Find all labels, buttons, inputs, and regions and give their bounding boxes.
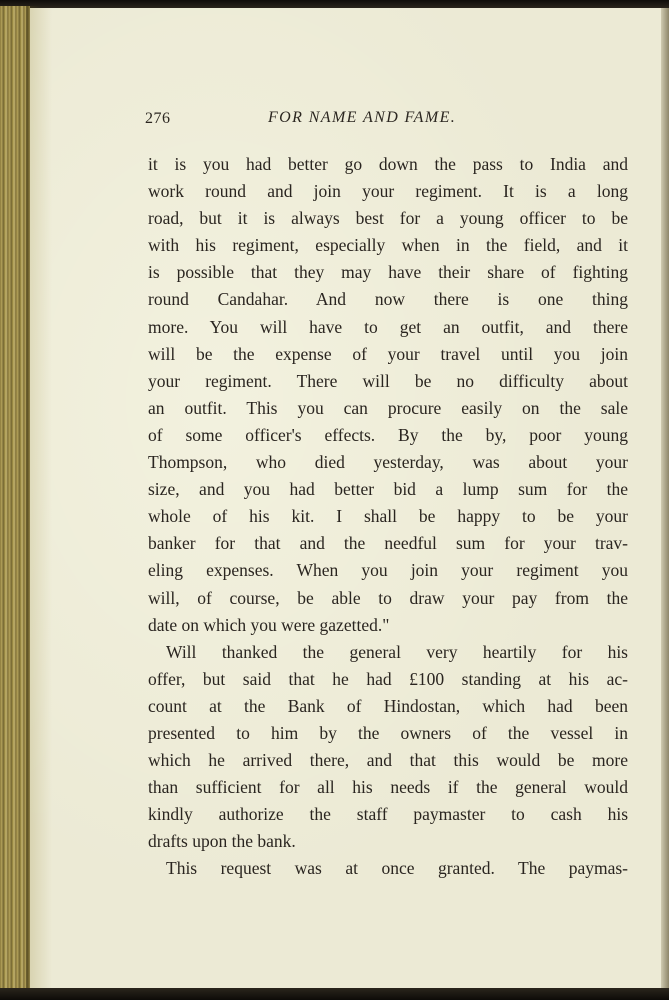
- text-line: work round and join your regiment. It is a long: [148, 181, 628, 202]
- running-head: FOR NAME AND FAME.: [268, 109, 457, 126]
- text-line: will, of course, be able to draw your pay from the: [148, 587, 628, 608]
- text-line: date on which you were gazetted.": [148, 614, 390, 635]
- book-top-edge: [0, 0, 669, 8]
- body-text: [148, 151, 628, 883]
- text-line: This request was at once granted. The paymas-: [166, 858, 628, 879]
- text-line: offer, but said that he had £100 standing at his ac-: [148, 668, 628, 689]
- text-line: count at the Bank of Hindostan, which had been: [148, 695, 628, 716]
- text-line: eling expenses. When you join your regiment you: [148, 560, 628, 581]
- page-number: 276: [145, 110, 171, 127]
- text-line: is possible that they may have their share of fighting: [148, 262, 628, 283]
- text-line: presented to him by the owners of the vessel in: [148, 722, 628, 743]
- text-line: size, and you had better bid a lump sum for the: [148, 479, 628, 500]
- text-line: your regiment. There will be no difficulty about: [148, 370, 628, 391]
- page-header: [30, 108, 661, 132]
- text-line: an outfit. This you can procure easily on the sale: [148, 397, 628, 418]
- text-line: drafts upon the bank.: [148, 831, 296, 852]
- text-line: round Candahar. And now there is one thing: [148, 289, 628, 310]
- text-line: banker for that and the needful sum for your trav-: [148, 533, 628, 554]
- book-page: [30, 8, 661, 988]
- text-line: kindly authorize the staff paymaster to cash his: [148, 804, 628, 825]
- text-line: whole of his kit. I shall be happy to be your: [148, 506, 628, 527]
- text-line: of some officer's effects. By the by, poor young: [148, 424, 628, 445]
- text-line: will be the expense of your travel until you join: [148, 343, 628, 364]
- text-line: road, but it is always best for a young officer to be: [148, 208, 628, 229]
- text-line: it is you had better go down the pass to India and: [148, 154, 628, 174]
- book-bottom-edge: [0, 988, 669, 1000]
- text-line: Will thanked the general very heartily for his: [166, 641, 628, 662]
- text-line: Thompson, who died yesterday, was about your: [148, 452, 628, 473]
- text-line: with his regiment, especially when in the field, and it: [148, 235, 628, 256]
- text-line: which he arrived there, and that this would be more: [148, 750, 628, 771]
- text-line: more. You will have to get an outfit, and there: [148, 316, 628, 337]
- page-fore-edge: [661, 8, 669, 988]
- text-line: than sufficient for all his needs if the general would: [148, 777, 628, 798]
